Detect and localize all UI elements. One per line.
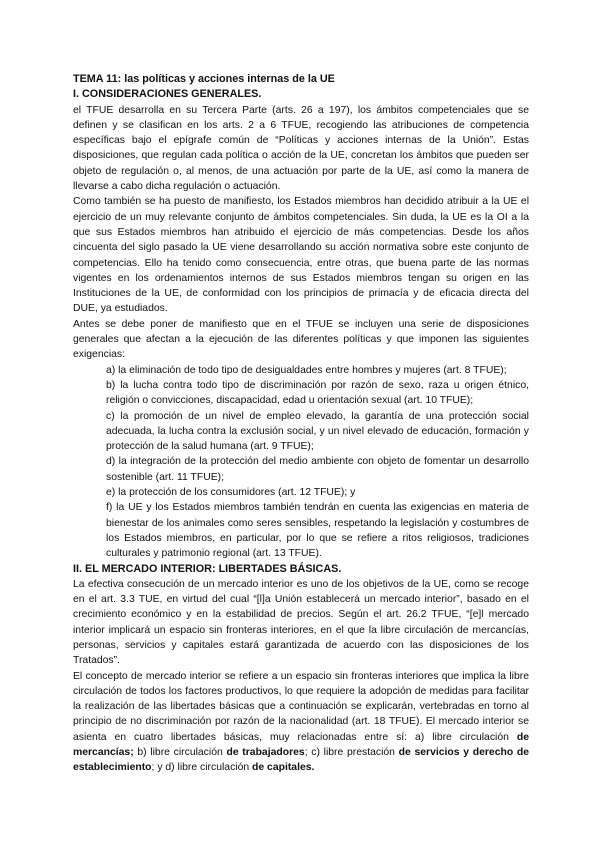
document-title: TEMA 11: las políticas y acciones internas de la UE <box>73 73 335 85</box>
paragraph-text: El concepto de mercado interior se refiere a un espacio sin fronteras interiores que implica la libre circulación de todos los factores productivos, lo que requiere la adopción de medidas para facilitar la realización de las libertades básicas que a continuación se explicarán, vertebradas en torno al principio de no discriminación por razón de la nacionalidad (art. 18 TFUE). El mercado interior se asienta en cuatro libertades básicas, muy relacionadas entre sí: a) libre circulación <box>73 670 529 743</box>
paragraph-text: ; y d) libre circulación <box>151 762 253 774</box>
list-item: a) la eliminación de todo tipo de desigualdades entre hombres y mujeres (art. 8 TFUE); <box>106 364 507 376</box>
paragraph: el TFUE desarrolla en su Tercera Parte (arts. 26 a 197), los ámbitos competenciales que se definen y se clasifican en los arts. 2 a 6 TFUE, recogiendo las atribuciones de competencia específicas bajo el epígrafe común de “Políticas y acciones internas de la Unión”. Estas disposiciones, que regulan cada política o acción de la UE, concretan los ámbitos que pueden ser objeto de regulación o, al menos, de una actuación por parte de la UE, así como la manera de llevarse a cabo dicha regulación o actuación. <box>73 104 529 193</box>
list-item: d) la integración de la protección del medio ambiente con objeto de fomentar un desarrollo sostenible (art. 11 TFUE); <box>106 456 529 483</box>
section-heading-consideraciones: I. CONSIDERACIONES GENERALES. <box>73 88 262 101</box>
bold-term-trabajadores: de trabajadores <box>226 747 305 759</box>
paragraph <box>73 669 529 776</box>
list-item: f) la UE y los Estados miembros también tendrán en cuenta las exigencias en materia de bienestar de los animales como seres sensibles, respetando la legislación y costumbres de los Estados miembros, en particular, por lo que se refiere a ritos religiosos, tradiciones culturales y patrimonio regional (art. 13 TFUE). <box>106 502 529 560</box>
paragraph: Como también se ha puesto de manifiesto, los Estados miembros han decidido atribuir a la UE el ejercicio de un muy relevante conjunto de ámbitos competenciales. Sin duda, la UE es la OI a la que sus Estados miembros han atribuido el ejercicio de más competencias. Desde los años cincuenta del siglo pasado la UE viene desarrollando su acción normativa sobre este conjunto de competencias. Ello ha tenido como consecuencia, entre otras, que buena parte de las normas vigentes en los ordenamientos internos de sus Estados miembros tengan su origen en las Instituciones de la UE, de conformidad con los principios de primacía y de eficacia directa del DUE, ya estudiados. <box>73 196 529 315</box>
paragraph: Antes se debe poner de manifiesto que en el TFUE se incluyen una serie de disposiciones generales que afectan a la ejecución de las diferentes políticas y que imponen las siguientes exigencias: <box>73 318 529 361</box>
document-body <box>73 72 529 776</box>
section-heading-mercado-interior: II. EL MERCADO INTERIOR: LIBERTADES BÁSICAS. <box>73 562 342 575</box>
list-item: b) la lucha contra todo tipo de discriminación por razón de sexo, raza u origen étnico, religión o convicciones, discapacidad, edad u orientación sexual (art. 10 TFUE); <box>106 379 529 407</box>
paragraph-text: b) libre circulación <box>133 747 227 759</box>
bold-term-capitales: de capitales. <box>252 762 315 774</box>
paragraph: La efectiva consecución de un mercado interior es uno de los objetivos de la UE, como se recoge en el art. 3.3 TUE, en virtud del cual “[l]a Unión establecerá un mercado interior”, basado en el crecimiento económico y en la estabilidad de precios. Según el art. 26.2 TFUE, “[e]l mercado interior implicará un espacio sin fronteras interiores, en el que la libre circulación de mercancías, personas, servicios y capitales estará garantizada de acuerdo con las disposiciones de los Tratados”. <box>73 578 529 667</box>
requirements-list <box>73 363 529 562</box>
list-item: e) la protección de los consumidores (art. 12 TFUE); y <box>106 487 356 499</box>
paragraph-text: ; c) libre prestación <box>304 747 399 759</box>
list-item: c) la promoción de un nivel de empleo elevado, la garantía de una protección social adecuada, la lucha contra la exclusión social, y un nivel elevado de educación, formación y protección de la salud humana (art. 9 TFUE); <box>106 410 529 453</box>
bold-term-servicios: de servicios y derecho de establecimiento <box>73 747 530 774</box>
bold-term-mercancias: de mercancías; <box>73 731 529 759</box>
